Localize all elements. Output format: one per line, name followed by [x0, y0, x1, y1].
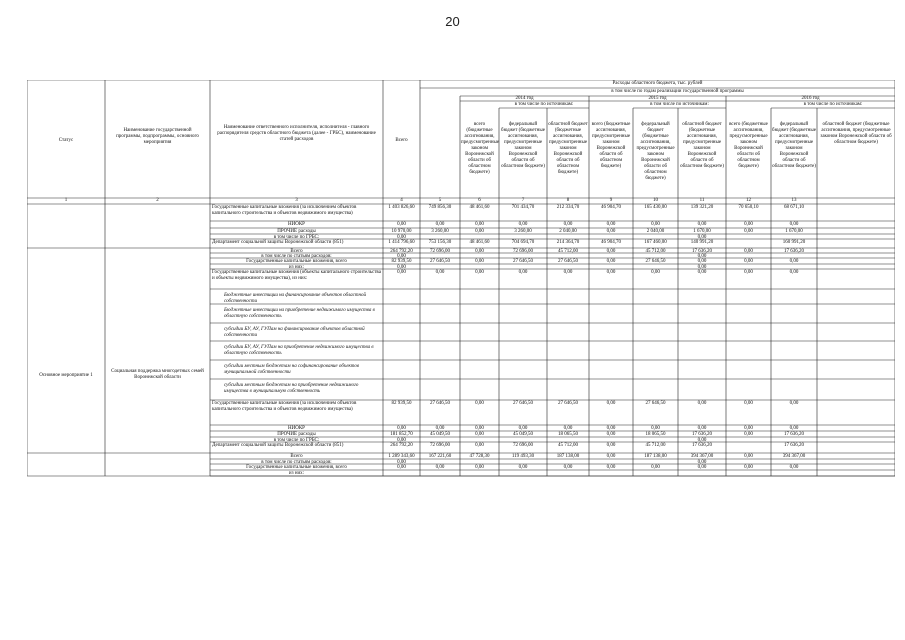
row-value-r17: 0,00: [697, 460, 707, 465]
row-value-r10: 0,00: [435, 270, 445, 275]
row-value-r15: 45 712,00: [558, 443, 578, 448]
row-value-r5: 214 364,70: [556, 240, 580, 245]
row-value-r2: 0,00: [744, 222, 753, 227]
row-value-r2: 0,00: [606, 222, 616, 227]
row-value-r15: 0,00: [606, 443, 616, 448]
row-value-r8: 27 646,50: [430, 259, 450, 264]
row-value-r9: 0,00: [697, 265, 707, 270]
row-value-r13: 0,00: [475, 432, 484, 437]
row-value-r18: 0,00: [435, 465, 445, 470]
row-value-r16: 1 289 343,60: [388, 454, 415, 459]
row-value-r13: 0,00: [606, 432, 616, 437]
row-value-r10: 0,00: [563, 270, 573, 275]
row-value-r1: 70 650,10: [738, 205, 759, 210]
row-value-r5: 46 904,70: [601, 240, 621, 245]
header-sub-caption: в том числе по годам реализации государственной программы: [611, 89, 744, 94]
header-source-col-9: областной бюджет (бюджетные ассигнования, предусмотренные законом Воронежской области об областном бюджете): [820, 122, 892, 145]
header-col-number: 12: [746, 198, 751, 203]
header-year-2015: 2015 год: [648, 96, 667, 101]
row-value-r10: 0,00: [697, 270, 707, 275]
row-value-r16: 394 367,00: [782, 454, 806, 459]
row-label-r14: в том числе по ГРБС:: [273, 438, 320, 443]
row-label-r3: ПРОЧИЕ расходы: [277, 229, 316, 234]
subrow-label-6: субсидии местным бюджетам на приобретение недвижимого имущества в муниципальную собственность: [224, 383, 359, 394]
header-program-name: Наименование государственной программы, подпрограммы, основного мероприятия: [116, 128, 199, 145]
row-value-r11: 27 646,50: [645, 401, 666, 406]
row-value-r15: 0,00: [475, 443, 484, 448]
row-value-r16: 0,00: [606, 454, 616, 459]
row-value-r11: 82 939,50: [391, 401, 412, 406]
row-value-r10: 0,00: [651, 270, 660, 275]
header-status: Статус: [58, 138, 74, 143]
row-value-r12: 0,00: [475, 426, 484, 431]
row-label-r4: в том числе по ГРБС:: [273, 235, 320, 240]
row-value-r12: 0,00: [789, 426, 799, 431]
row-value-r12: 0,00: [651, 426, 660, 431]
row-value-r8: 27 646,50: [645, 259, 666, 264]
row-value-r10: 0,00: [518, 270, 528, 275]
row-value-r4: 0,00: [697, 235, 707, 240]
header-source-col-4: всего (бюджетные ассигнования, предусмотренные законом Воронежской области об областном бюджете): [591, 122, 631, 169]
row-value-r16: 167 221,60: [428, 454, 452, 459]
row-value-r13: 17 636,20: [692, 432, 712, 437]
row-value-r6: 17 636,20: [784, 249, 804, 254]
row-value-r11: 0,00: [606, 401, 616, 406]
header-source-col-7: всего (бюджетные ассигнования, предусмотренные законом Воронежской области об областном бюджете): [729, 122, 768, 169]
row-value-r2: 0,00: [789, 222, 799, 227]
header-col-number: 13: [791, 198, 797, 203]
header-incl-sources-1: в том числе по источникам:: [514, 102, 574, 107]
row-value-r2: 0,00: [697, 222, 707, 227]
budget-table: [27, 80, 895, 640]
row-label-r15: Департамент социальной защиты Воронежской области (851): [212, 443, 344, 448]
row-value-r16: 0,00: [744, 454, 753, 459]
row-value-r1: 139 321,20: [690, 205, 714, 210]
header-total: Всего: [395, 138, 408, 143]
subrow-label-3: субсидии БУ, АУ, ГУПам на финансирование объектов областной собственности: [224, 327, 365, 338]
header-source-col-6: областной бюджет (бюджетные ассигнования, предусмотренные законом Воронежской области об областном бюджете): [680, 122, 724, 169]
row-value-r1: 1 403 826,60: [388, 205, 415, 210]
row-label-r17: в том числе по статьям расходов:: [261, 460, 332, 465]
header-source-col-2: федеральный бюджет (бюджетные ассигнования, предусмотренные законом Воронежской области об областном бюджете): [501, 122, 545, 169]
row-value-r3: 1 670,00: [693, 229, 711, 234]
subrow-label-1: Бюджетные инвестиции на финансирование объектов областной собственности: [224, 293, 366, 304]
row-value-r12: 0,00: [435, 426, 445, 431]
row-value-r5: 167 460,00: [644, 240, 667, 245]
row-value-r2: 0,00: [518, 222, 528, 227]
row-value-r1: 701 434,70: [511, 205, 535, 210]
header-col-number: 6: [478, 198, 481, 203]
row-value-r14: 0,00: [697, 438, 707, 443]
header-col-number: 8: [566, 198, 570, 203]
header-col-number: 3: [295, 198, 298, 203]
row-value-r8: 0,00: [697, 259, 707, 264]
row-label-r16: Всего: [290, 454, 303, 459]
row-value-r11: 27 646,50: [558, 401, 578, 406]
header-col-number: 11: [699, 198, 705, 203]
header-source-col-3: областной бюджет (бюджетные ассигнования, предусмотренные законом Воронежской области об областном бюджете): [548, 122, 588, 175]
row-value-r13: 45 049,50: [430, 432, 450, 437]
header-col-number: 4: [400, 198, 403, 203]
row-value-r7: 0,00: [397, 254, 406, 259]
header-incl-sources-3: в том числе по источникам:: [803, 102, 863, 107]
header-col-number: 1: [64, 198, 68, 203]
header-source-col-8: федеральный бюджет (бюджетные ассигнования, предусмотренные законом Воронежской области об областном бюджете): [772, 122, 816, 169]
row-value-r6: 45 712,00: [645, 249, 666, 254]
row-value-r3: 0,00: [606, 229, 616, 234]
row-value-r3: 0,00: [744, 229, 753, 234]
row-value-r16: 187 138,00: [644, 454, 667, 459]
row-value-r12: 0,00: [397, 426, 406, 431]
row-value-r4: 0,00: [397, 235, 406, 240]
row-value-r6: 45 712,00: [558, 249, 578, 254]
row-value-r12: 0,00: [744, 426, 753, 431]
row-value-r11: 0,00: [789, 401, 799, 406]
row-value-r3: 1 670,00: [785, 229, 803, 234]
row-value-r12: 0,00: [563, 426, 573, 431]
row-value-r1: 68 671,10: [784, 205, 804, 210]
header-col-number: 5: [438, 198, 442, 203]
row-value-r11: 27 646,50: [430, 401, 450, 406]
row-label-r18: Государственные капитальные вложения, всего: [246, 465, 347, 470]
row-value-r17: 0,00: [397, 460, 406, 465]
row-value-r13: 18 065,50: [645, 432, 666, 437]
row-value-r18: 0,00: [518, 465, 528, 470]
row-value-r3: 3 260,00: [431, 229, 449, 234]
row-value-r5: 160 991,20: [782, 240, 806, 245]
row-value-r16: 119 493,30: [511, 454, 535, 459]
row-value-r8: 0,00: [475, 259, 484, 264]
row-value-r5: 753 156,30: [428, 240, 452, 245]
row-value-r8: 27 646,50: [513, 259, 533, 264]
row-value-r7: 0,00: [697, 254, 707, 259]
row-value-r11: 0,00: [744, 401, 753, 406]
row-value-r6: 0,00: [475, 249, 484, 254]
row-value-r6: 0,00: [606, 249, 616, 254]
row-label-r9: из них:: [288, 265, 305, 270]
row-value-r1: 212 334,70: [556, 205, 580, 210]
row-value-r6: 72 696,00: [430, 249, 450, 254]
row-value-r2: 0,00: [651, 222, 660, 227]
row-value-r5: 140 991,20: [690, 240, 714, 245]
row-value-r8: 27 646,50: [558, 259, 578, 264]
row-value-r18: 0,00: [475, 465, 484, 470]
row-value-r13: 45 049,50: [513, 432, 533, 437]
row-label-r12: НИОКР: [288, 426, 305, 431]
header-year-2016: 2016 год: [801, 96, 820, 101]
header-col-number: 7: [521, 198, 525, 203]
row-value-r15: 17 636,20: [692, 443, 712, 448]
row-value-r12: 0,00: [518, 426, 528, 431]
status-main-activity: Основное мероприятие 1: [39, 373, 93, 378]
row-value-r18: 0,00: [606, 465, 616, 470]
row-value-r10: 0,00: [397, 270, 406, 275]
row-value-r5: 48 461,60: [469, 240, 490, 245]
page-number: 20: [445, 14, 460, 29]
subrow-label-2: Бюджетные инвестиции на приобретение недвижимого имущества в областную собственность: [224, 308, 375, 319]
row-value-r1: 165 430,00: [644, 205, 667, 210]
header-top-caption: Расходы областного бюджета, тыс. рублей: [612, 81, 703, 86]
row-value-r2: 0,00: [397, 222, 406, 227]
row-label-r19: из них:: [288, 471, 305, 476]
row-value-r5: 704 694,70: [511, 240, 535, 245]
header-year-2014: 2014 год: [515, 96, 534, 101]
row-label-r1: Государственные капитальные вложения (за исключением объектов капитального строительства и объектов недвижимого имущества): [212, 205, 357, 216]
header-incl-sources-2: в том числе по источникам:: [650, 102, 709, 107]
row-value-r3: 10 970,00: [391, 229, 412, 234]
row-value-r10: 0,00: [789, 270, 799, 275]
subrow-label-4: субсидии БУ, АУ, ГУПам на приобретение недвижимого имущества в областную собственность: [224, 345, 374, 356]
row-value-r10: 0,00: [606, 270, 616, 275]
header-col-number: 9: [609, 198, 613, 203]
row-label-r2: НИОКР: [288, 222, 305, 227]
row-value-r14: 0,00: [397, 438, 406, 443]
row-value-r6: 0,00: [744, 249, 753, 254]
row-label-r8: Государственные капитальные вложения, всего: [246, 259, 347, 264]
row-value-r18: 0,00: [697, 465, 707, 470]
row-value-r1: 46 904,70: [601, 205, 621, 210]
row-value-r10: 0,00: [744, 270, 753, 275]
row-value-r1: 48 461,60: [469, 205, 490, 210]
row-label-r7: в том числе по статьям расходов:: [261, 254, 332, 259]
row-value-r5: 1 414 796,60: [388, 240, 415, 245]
subrow-label-5: субсидии местным бюджетам на софинансирование объектов муниципальной собственности: [224, 364, 360, 375]
header-col-number: 10: [653, 198, 658, 203]
row-value-r11: 0,00: [475, 401, 484, 406]
row-value-r6: 264 792,20: [390, 249, 413, 254]
row-value-r2: 0,00: [563, 222, 573, 227]
header-col-number: 2: [156, 198, 159, 203]
row-label-r5: Департамент социальной защиты Воронежской области (851): [212, 240, 344, 245]
row-value-r13: 181 852,70: [390, 432, 413, 437]
row-value-r3: 2 040,00: [646, 229, 665, 234]
row-value-r12: 0,00: [606, 426, 616, 431]
row-value-r6: 17 636,20: [692, 249, 712, 254]
row-value-r1: 749 856,30: [428, 205, 452, 210]
row-value-r15: 72 696,00: [513, 443, 533, 448]
row-value-r18: 0,00: [789, 465, 799, 470]
header-source-col-1: всего (бюджетные ассигнования, предусмотренные законом Воронежской области об областном бюджете): [461, 122, 500, 175]
row-value-r13: 0,00: [744, 432, 753, 437]
row-value-r16: 47 728,30: [469, 454, 490, 459]
row-value-r11: 0,00: [697, 401, 707, 406]
row-value-r8: 82 939,50: [391, 259, 412, 264]
row-value-r11: 27 646,50: [513, 401, 533, 406]
row-label-r13: ПРОЧИЕ расходы: [277, 432, 316, 437]
row-value-r9: 0,00: [397, 265, 406, 270]
row-value-r6: 72 696,00: [513, 249, 533, 254]
row-value-r8: 0,00: [789, 259, 799, 264]
row-value-r15: 72 696,00: [430, 443, 450, 448]
row-label-r6: Всего: [290, 249, 303, 254]
row-value-r15: 45 712,00: [645, 443, 666, 448]
row-value-r2: 0,00: [475, 222, 484, 227]
row-value-r18: 0,00: [563, 465, 573, 470]
row-value-r3: 3 260,00: [514, 229, 532, 234]
row-value-r3: 0,00: [475, 229, 484, 234]
row-value-r13: 17 636,20: [784, 432, 804, 437]
program-name-cell: Социальная поддержка многодетных семей Воронежской области: [111, 369, 204, 380]
row-label-r10: Государственные капитальные вложения (объекты капитального строительства и объекты недвижимого имущества), из них:: [212, 270, 381, 281]
row-value-r12: 0,00: [697, 426, 707, 431]
header-source-col-5: федеральный бюджет (бюджетные ассигнования, предусмотренные законом Воронежской области об областном бюджете): [636, 122, 675, 181]
row-value-r8: 0,00: [744, 259, 753, 264]
row-value-r15: 264 792,20: [390, 443, 413, 448]
header-executor: Наименование ответственного исполнителя, исполнителя - главного распорядителя средств областного бюджета (далее - ГРБС), наименование статей расходов: [217, 125, 376, 142]
row-value-r8: 0,00: [606, 259, 616, 264]
row-value-r18: 0,00: [651, 465, 660, 470]
row-value-r18: 0,00: [397, 465, 406, 470]
row-value-r16: 394 367,00: [690, 454, 714, 459]
row-value-r16: 187 138,00: [556, 454, 580, 459]
row-value-r18: 0,00: [744, 465, 753, 470]
row-value-r15: 17 636,20: [784, 443, 804, 448]
row-value-r13: 18 065,50: [558, 432, 578, 437]
row-value-r10: 0,00: [475, 270, 484, 275]
row-value-r2: 0,00: [435, 222, 445, 227]
row-label-r11: Государственные капитальные вложения (за исключением объектов капитального строительства и объектов недвижимого имущества): [212, 401, 357, 412]
row-value-r3: 2 040,00: [559, 229, 577, 234]
